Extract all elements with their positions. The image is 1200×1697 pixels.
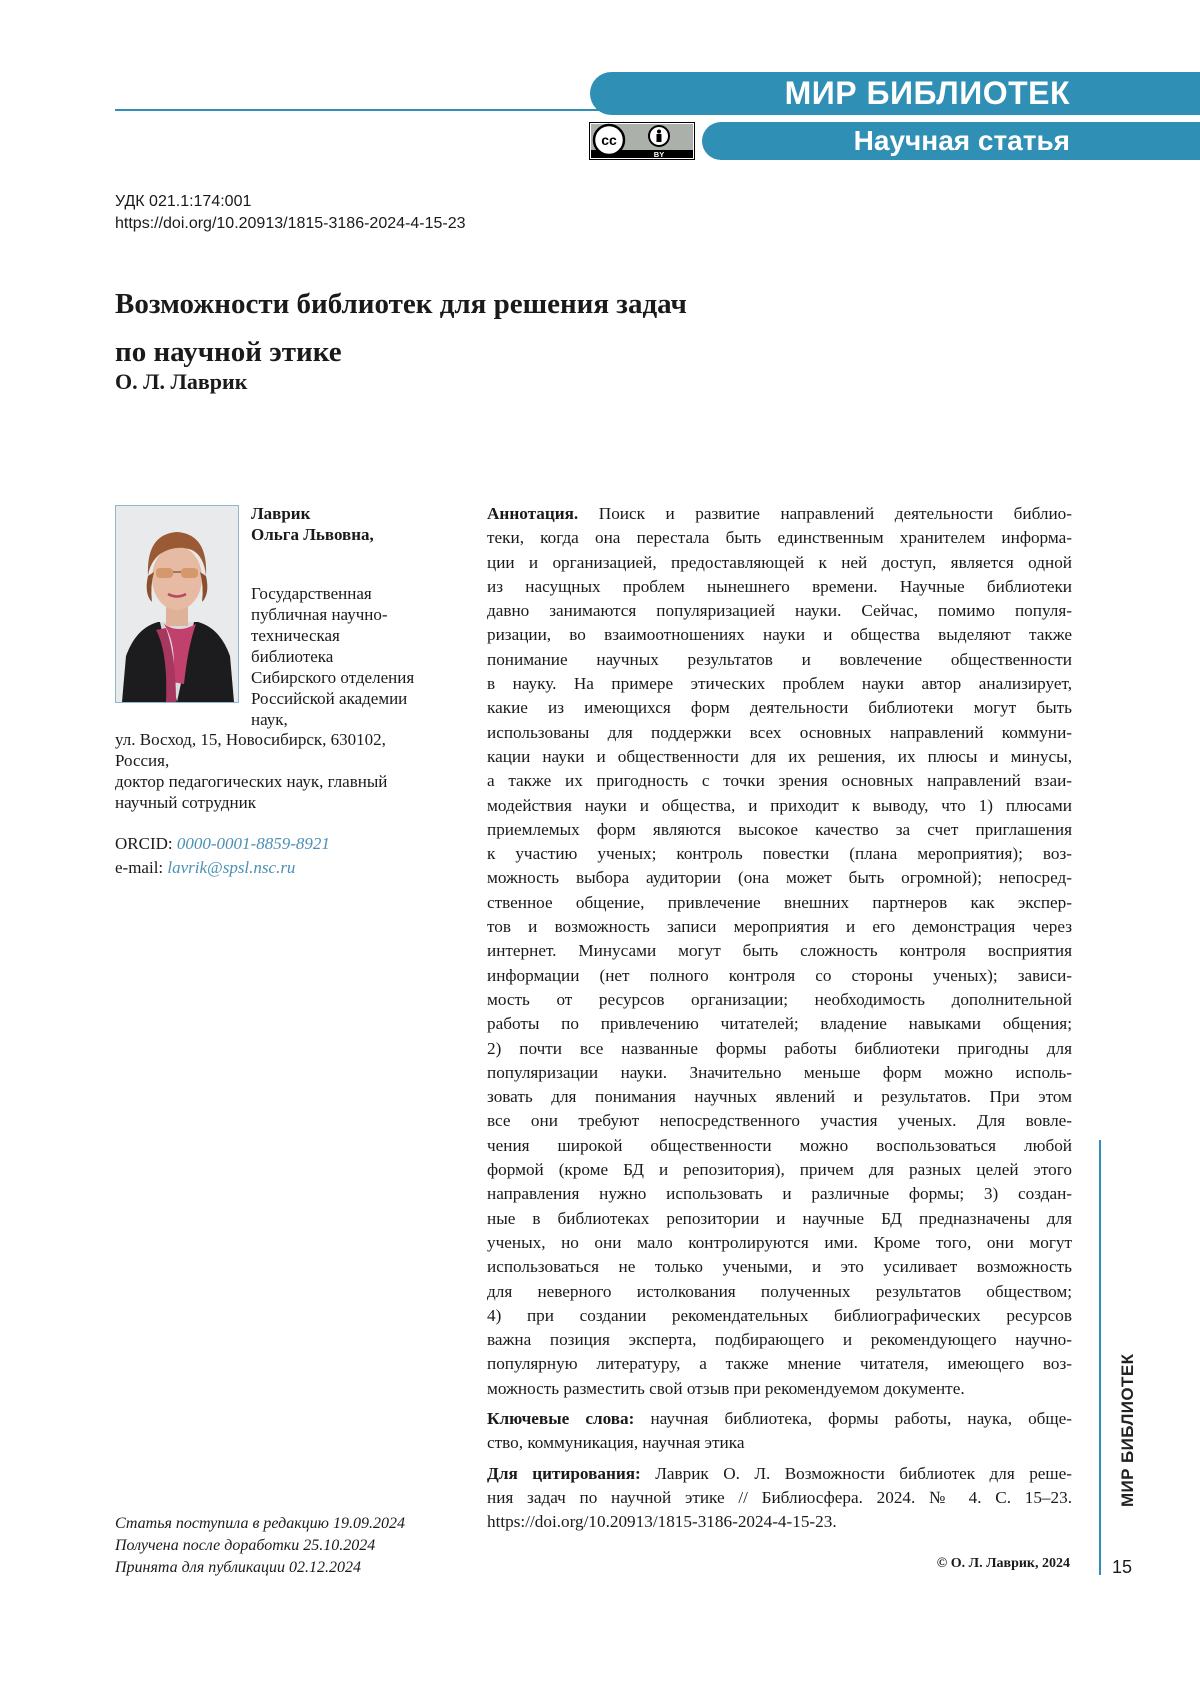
affiliation-line: наук, bbox=[251, 709, 451, 730]
abstract-line: формой (кроме БД и репозитория), причем для разных целей этого bbox=[487, 1158, 1072, 1182]
cc-mark: cc bbox=[601, 132, 617, 148]
sidebar-section-label: МИР БИБЛИОТЕК bbox=[1118, 1342, 1138, 1507]
abstract-line: 4) при создании рекомендательных библиографических ресурсов bbox=[487, 1304, 1072, 1328]
orcid-link[interactable]: 0000-0001-8859-8921 bbox=[177, 834, 330, 853]
orcid-label: ORCID: bbox=[115, 834, 173, 853]
abstract-line: в науку. На примере этических проблем науки автор анализирует, bbox=[487, 672, 1072, 696]
date-line: Получена после доработки 25.10.2024 bbox=[115, 1535, 475, 1557]
author-photo bbox=[115, 505, 239, 703]
keywords-line: Ключевые слова: научная библиотека, формы работы, наука, обще- bbox=[487, 1407, 1072, 1431]
abstract-line: Аннотация. Поиск и развитие направлений деятельности библио- bbox=[487, 502, 1072, 526]
author-affiliation bbox=[251, 583, 451, 730]
keywords-line: ство, коммуникация, научная этика bbox=[487, 1431, 1072, 1455]
copyright-notice: © О. Л. Лаврик, 2024 bbox=[890, 1556, 1070, 1572]
abstract-line: ные в библиотеках репозитории и научные БД предназначены для bbox=[487, 1207, 1072, 1231]
affiliation-line: Государственная bbox=[251, 583, 451, 604]
date-line: Принята для публикации 02.12.2024 bbox=[115, 1557, 475, 1579]
abstract-line: ризации, во взаимоотношениях науки и общества выделяют также bbox=[487, 623, 1072, 647]
abstract-line: какие из имеющихся форм деятельности библиотеки могут быть bbox=[487, 696, 1072, 720]
abstract-line: зовать для понимания научных явлений и результатов. При этом bbox=[487, 1085, 1072, 1109]
date-line: Статья поступила в редакцию 19.09.2024 bbox=[115, 1513, 475, 1535]
address-line: ул. Восход, 15, Новосибирск, 630102, bbox=[115, 729, 465, 750]
abstract-line: модействия науки и общества, и приходит к выводу, что 1) плюсами bbox=[487, 794, 1072, 818]
citation bbox=[487, 1462, 1072, 1535]
keywords bbox=[487, 1407, 1072, 1456]
address-line: доктор педагогических наук, главный bbox=[115, 771, 465, 792]
email-line bbox=[115, 858, 295, 878]
abstract-line: информации (нет полного контроля со стороны ученых); зависи- bbox=[487, 964, 1072, 988]
abstract-column bbox=[487, 502, 1072, 1534]
title-line: Возможности библиотек для решения задач bbox=[115, 280, 815, 328]
abstract-line: к участию ученых; контроль повестки (плана мероприятия); воз- bbox=[487, 842, 1072, 866]
cc-by-license-icon bbox=[589, 122, 695, 160]
author-name-line: Лаврик bbox=[251, 503, 374, 524]
abstract-line: можность выбора аудитории (она может быть огромной); непосред- bbox=[487, 866, 1072, 890]
address-line: научный сотрудник bbox=[115, 792, 465, 813]
affiliation-line: Сибирского отделения bbox=[251, 667, 451, 688]
abstract-line: кации науки и общественности для их решения, их плюсы и минусы, bbox=[487, 745, 1072, 769]
abstract-line: мость от ресурсов организации; необходимость дополнительной bbox=[487, 988, 1072, 1012]
email-label: e-mail: bbox=[115, 858, 163, 877]
abstract-line: понимание научных результатов и вовлечение общественности bbox=[487, 648, 1072, 672]
affiliation-line: публичная научно- bbox=[251, 604, 451, 625]
abstract-line: для неверного истолкования полученных результатов обществом; bbox=[487, 1280, 1072, 1304]
abstract-line: из насущных проблем нынешнего времени. Научные библиотеки bbox=[487, 575, 1072, 599]
section-title: МИР БИБЛИОТЕК bbox=[700, 72, 1070, 115]
abstract-line: тов и возможность записи мероприятия и его демонстрация через bbox=[487, 915, 1072, 939]
abstract-line: популяризации науки. Значительно меньше форм можно исполь- bbox=[487, 1061, 1072, 1085]
abstract-line: популярную литературу, а также мнение читателя, имеющего воз- bbox=[487, 1352, 1072, 1376]
sidebar-rule bbox=[1099, 1140, 1101, 1575]
abstract-line: работы по привлечению читателей; владение навыками общения; bbox=[487, 1012, 1072, 1036]
abstract-line: 2) почти все названные формы работы библиотеки пригодны для bbox=[487, 1037, 1072, 1061]
udc-code: УДК 021.1:174:001 bbox=[115, 193, 251, 211]
abstract-line: ции и организацией, предоставляющей к ней доступ, является одной bbox=[487, 551, 1072, 575]
abstract-line: чения широкой общественности можно воспользоваться любой bbox=[487, 1134, 1072, 1158]
citation-label: Для цитирования: bbox=[487, 1464, 641, 1483]
abstract-line: использованы для поддержки всех основных направлений коммуни- bbox=[487, 721, 1072, 745]
abstract-line: давно занимаются популяризацией науки. Сейчас, помимо популя- bbox=[487, 599, 1072, 623]
author-name-line: Ольга Львовна, bbox=[251, 524, 374, 545]
title-line: по научной этике bbox=[115, 328, 815, 376]
affiliation-line: техническая bbox=[251, 625, 451, 646]
abstract-line: использоваться не только учеными, и это усиливает возможность bbox=[487, 1255, 1072, 1279]
abstract-label: Аннотация. bbox=[487, 504, 578, 523]
abstract-line: важна позиция эксперта, подбирающего и рекомендующего научно- bbox=[487, 1328, 1072, 1352]
citation-line: Для цитирования: Лаврик О. Л. Возможности библиотек для реше- bbox=[487, 1462, 1072, 1486]
header-rule bbox=[115, 109, 610, 111]
article-type-label: Научная статья bbox=[760, 122, 1070, 160]
affiliation-line: библиотека bbox=[251, 646, 451, 667]
abstract-line: а также их пригодность с точки зрения основных направлений взаи- bbox=[487, 769, 1072, 793]
article-title bbox=[115, 280, 815, 376]
abstract-line: направления нужно использовать и различные формы; 3) создан- bbox=[487, 1182, 1072, 1206]
abstract-line: приемлемых форм являются высокое качество за счет приглашения bbox=[487, 818, 1072, 842]
address-line: Россия, bbox=[115, 750, 465, 771]
author-byline: О. Л. Лаврик bbox=[115, 369, 247, 395]
page-number: 15 bbox=[1112, 1557, 1132, 1578]
author-name bbox=[251, 503, 374, 545]
by-mark: BY bbox=[654, 150, 664, 159]
citation-line: ния задач по научной этике // Библиосфера. 2024. № 4. С. 15–23. bbox=[487, 1486, 1072, 1510]
citation-doi-link[interactable]: https://doi.org/10.20913/1815-3186-2024-4-15-23. bbox=[487, 1510, 1072, 1534]
submission-dates bbox=[115, 1513, 475, 1579]
email-link[interactable]: lavrik@spsl.nsc.ru bbox=[167, 858, 295, 877]
abstract-line: ственное общение, привлечение внешних партнеров как экспер- bbox=[487, 891, 1072, 915]
abstract-line: ученых, но они мало контролируются ими. Кроме того, они могут bbox=[487, 1231, 1072, 1255]
abstract-line: все они требуют непосредственного участия ученых. Для вовле- bbox=[487, 1109, 1072, 1133]
abstract-line: можность разместить свой отзыв при рекомендуемом документе. bbox=[487, 1377, 1072, 1401]
doi-link[interactable]: https://doi.org/10.20913/1815-3186-2024-4-15-23 bbox=[115, 215, 465, 233]
abstract-line: теки, когда она перестала быть единственным хранителем информа- bbox=[487, 526, 1072, 550]
orcid-line bbox=[115, 834, 330, 854]
author-address bbox=[115, 729, 465, 813]
affiliation-line: Российской академии bbox=[251, 688, 451, 709]
abstract bbox=[487, 502, 1072, 1401]
abstract-line: интернет. Минусами могут быть сложность контроля восприятия bbox=[487, 939, 1072, 963]
keywords-label: Ключевые слова: bbox=[487, 1409, 634, 1428]
